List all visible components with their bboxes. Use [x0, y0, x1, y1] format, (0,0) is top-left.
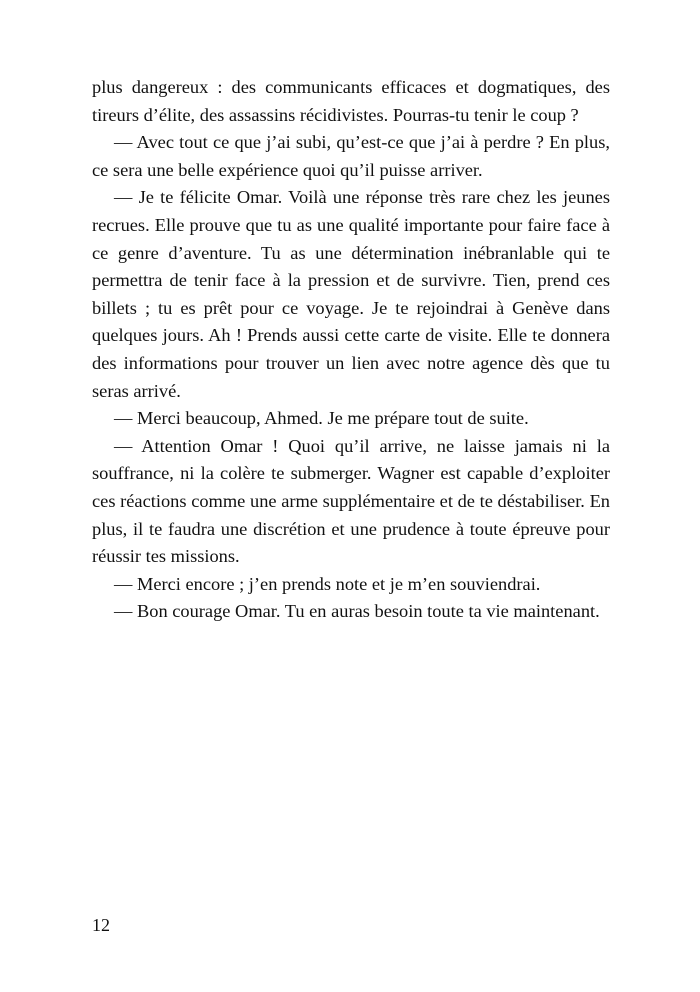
- dialogue-paragraph: — Je te félicite Omar. Voilà une réponse très rare chez les jeunes recrues. Elle prouve que tu as une qualité importante pour faire face à ce genre d’aventure. Tu as une détermination inébranlable qui te permettra de tenir face à la pression et de survivre. Tien, prend ces billets ; tu es prêt pour ce voyage. Je te rejoindrai à Genève dans quelques jours. Ah ! Prends aussi cette carte de visite. Elle te donnera des informations pour trouver un lien avec notre agence dès que tu seras arrivé.: [92, 187, 610, 401]
- dialogue-paragraph: — Merci beaucoup, Ahmed. Je me prépare tout de suite.: [114, 408, 529, 429]
- paragraph-continuation: plus dangereux : des communicants efficaces et dogmatiques, des tireurs d’élite, des assassins récidivistes. Pourras-tu tenir le coup ?: [92, 77, 610, 125]
- dialogue-paragraph: — Merci encore ; j’en prends note et je m’en souviendrai.: [114, 573, 541, 594]
- dialogue-paragraph: — Bon courage Omar. Tu en auras besoin toute ta vie maintenant.: [114, 601, 600, 622]
- dialogue-paragraph: — Attention Omar ! Quoi qu’il arrive, ne laisse jamais ni la souffrance, ni la colère te submerger. Wagner est capable d’exploiter ces réactions comme une arme supplémentaire et de te déstabiliser. En plus, il te faudra une discrétion et une prudence à toute épreuve pour réussir tes missions.: [92, 435, 610, 567]
- page-number: 12: [92, 915, 110, 935]
- body-text: [92, 74, 610, 626]
- dialogue-paragraph: — Avec tout ce que j’ai subi, qu’est-ce que j’ai à perdre ? En plus, ce sera une belle expérience quoi qu’il puisse arriver.: [92, 132, 610, 180]
